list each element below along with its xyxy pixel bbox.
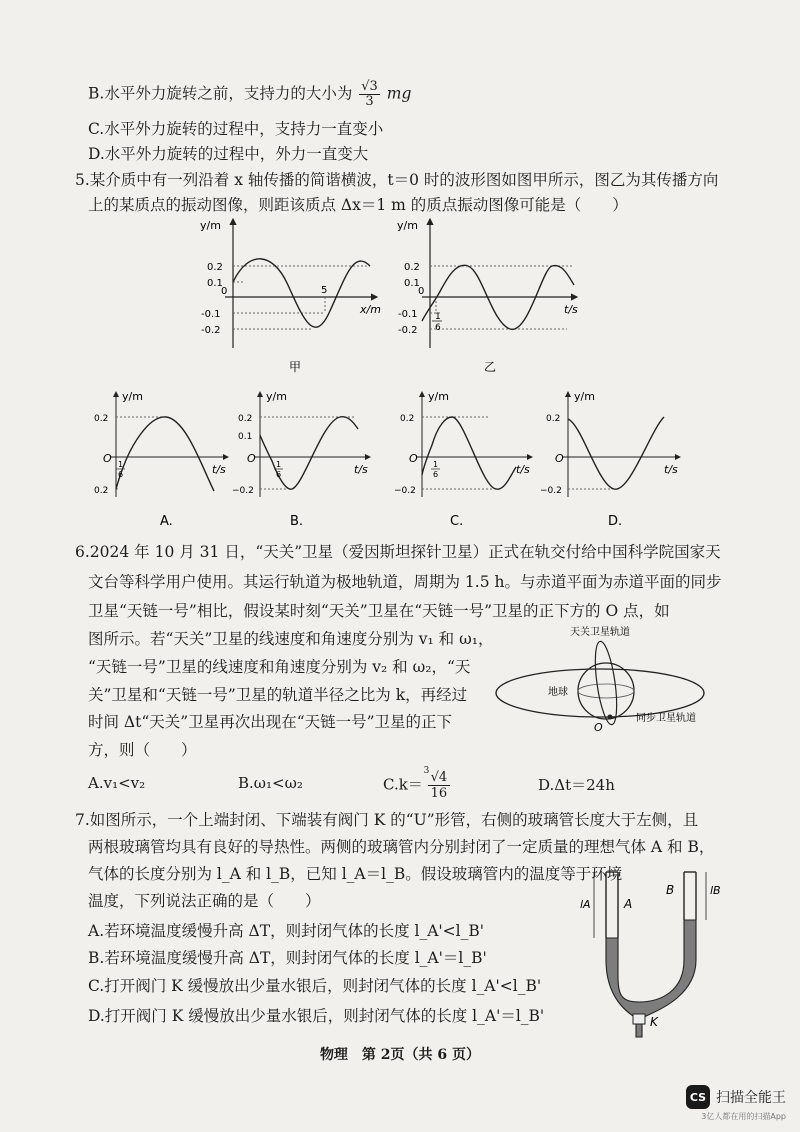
x-axis-label: t/s (516, 463, 530, 476)
origin-label: 0 (221, 286, 228, 297)
la-label: lA (580, 898, 591, 911)
tick-top: 0.2 (238, 414, 253, 424)
q7-option-d: D.打开阀门 K 缓慢放出少量水银后，则封闭气体的长度 l_A'＝l_B' (88, 1007, 545, 1025)
q5-option-b-graph (230, 387, 380, 532)
vibration-graph-yi (392, 213, 587, 378)
tick-m01: -0.1 (201, 309, 221, 320)
origin-label: O (409, 452, 418, 465)
tick-m01: -0.1 (398, 309, 418, 320)
origin-label: O (103, 452, 112, 465)
geo-orbit (496, 669, 704, 717)
tick-top: 0.2 (400, 414, 415, 424)
tick-top: 0.2 (94, 414, 109, 424)
option-label: A. (160, 514, 173, 529)
q4-option-b-text: B.水平外力旋转之前，支持力的大小为 (88, 84, 353, 103)
gas-b-label: B (666, 883, 675, 897)
tick-bottom: −0.2 (394, 486, 416, 496)
tick-bottom: 0.2 (94, 486, 109, 496)
q6-option-b: B.ω₁<ω₂ (238, 774, 303, 792)
x-axis-label: t/s (564, 303, 578, 316)
q5-stem-line1: 5.某介质中有一列沿着 x 轴传播的简谐横波，t＝0 时的波形图如图甲所示，图乙为其传播方向 (75, 171, 719, 189)
q7-stem-line2: 两根玻璃管均具有良好的导热性。两侧的玻璃管内分别封闭了一定质量的理想气体 A 和 B， (88, 838, 715, 856)
q5-option-d-graph (540, 387, 690, 532)
origin-label: O (555, 452, 564, 465)
lb-label: lB (710, 884, 721, 897)
scanner-watermark (686, 1085, 786, 1121)
tick-01: 0.1 (207, 278, 223, 289)
q6-option-a: A.v₁<v₂ (88, 774, 146, 792)
tick-top: 0.2 (546, 414, 561, 424)
x-axis-label: t/s (212, 463, 226, 476)
valve-k (633, 1014, 645, 1024)
q6-option-c-fraction (423, 766, 451, 801)
q6-stem-line4: 图所示。若“天关”卫星的线速度和角速度分别为 v₁ 和 ω₁， (88, 630, 494, 648)
point-o (608, 715, 613, 720)
q6-stem-line1: 6.2024 年 10 月 31 日，“天关”卫星（爱因斯坦探针卫星）正式在轨交付给中国科学院国家天 (75, 543, 721, 561)
tick-m02: -0.2 (398, 325, 418, 336)
frac-num: 1 (433, 460, 439, 469)
q4-option-b (88, 80, 411, 109)
tick-bottom: −0.2 (232, 486, 254, 496)
q5-stem-line2: 上的某质点的振动图像，则距该质点 Δx＝1 m 的质点振动图像可能是（ ） (88, 196, 628, 214)
q6-option-c (383, 766, 450, 801)
graph-caption: 甲 (289, 360, 302, 374)
geo-orbit-label: 同步卫星轨道 (636, 713, 696, 724)
q5-option-c-graph (392, 387, 542, 532)
tick-02: 0.2 (207, 262, 223, 273)
fraction-denominator: 16 (430, 786, 448, 801)
frac-den: 6 (435, 323, 441, 333)
polar-orbit (591, 640, 621, 726)
option-curve (116, 417, 214, 491)
camscanner-logo-icon: CS (686, 1085, 710, 1109)
wave-curve (233, 259, 370, 327)
q6-option-d: D.Δt＝24h (538, 776, 615, 794)
q7-stem-line1: 7.如图所示，一个上端封闭、下端装有阀门 K 的“U”形管，右侧的玻璃管长度大于左侧，且 (75, 811, 699, 829)
option-label: D. (608, 514, 623, 529)
origin-label: O (247, 452, 256, 465)
wave-graph-jia (195, 213, 390, 378)
gas-a-label: A (624, 897, 633, 911)
fraction-numerator: √3 (361, 79, 378, 94)
q7-option-a: A.若环境温度缓慢升高 ΔT，则封闭气体的长度 l_A'<l_B' (88, 922, 485, 940)
option-label: C. (450, 514, 464, 529)
tick-02: 0.2 (404, 262, 420, 273)
q6-stem-line2: 文台等科学用户使用。其运行轨道为极地轨道，周期为 1.5 h。与赤道平面为赤道平面的同步 (88, 573, 722, 591)
tick-01: 0.1 (404, 278, 420, 289)
earth (578, 663, 634, 719)
tick-m02: -0.2 (201, 325, 221, 336)
q6-option-c-prefix: C.k＝ (383, 775, 423, 794)
q4-option-c: C.水平外力旋转的过程中，支持力一直变小 (88, 120, 384, 138)
q5-option-a-graph (90, 387, 240, 532)
tick-bottom: −0.2 (540, 486, 562, 496)
option-curve (260, 417, 358, 490)
frac-den: 6 (433, 470, 439, 479)
brand-tagline: 3亿人都在用的扫描App (701, 1112, 786, 1121)
option-label: B. (290, 514, 304, 529)
x-axis-label: t/s (664, 463, 678, 476)
tick-mid: 0.1 (238, 432, 253, 442)
frac-num: 1 (276, 460, 282, 469)
q6-stem-line8: 方，则（ ） (88, 741, 197, 759)
option-curve (568, 417, 664, 489)
earth-equator (578, 684, 634, 698)
q6-stem-line7: 时间 Δt“天关”卫星再次出现在“天链一号”卫星的正下 (88, 713, 453, 731)
tick-5: 5 (321, 285, 328, 296)
q4-option-d: D.水平外力旋转的过程中，外力一直变大 (88, 145, 369, 163)
y-axis-label: y/m (122, 390, 143, 403)
q7-stem-line3: 气体的长度分别为 l_A 和 l_B，已知 l_A＝l_B。假设玻璃管内的温度等于环境 (88, 865, 623, 883)
q4-option-b-unit: mg (386, 84, 412, 103)
polar-orbit-label: 天关卫星轨道 (570, 627, 630, 638)
brand-name: 扫描全能王 (716, 1090, 786, 1106)
x-axis-label: x/m (360, 303, 381, 316)
q7-option-b: B.若环境温度缓慢升高 ΔT，则封闭气体的长度 l_A'＝l_B' (88, 949, 487, 967)
page-footer: 物理 第 2页（共 6 页） (319, 1047, 481, 1063)
graph-caption: 乙 (484, 360, 497, 374)
x-axis-label: t/s (354, 463, 368, 476)
q6-stem-line3: 卫星“天链一号”相比，假设某时刻“天关”卫星在“天链一号”卫星的正下方的 O 点，如 (88, 602, 670, 620)
q7-option-c: C.打开阀门 K 缓慢放出少量水银后，则封闭气体的长度 l_A'<l_B' (88, 977, 542, 995)
y-axis-label: y/m (574, 390, 595, 403)
y-axis-label: y/m (397, 219, 418, 232)
frac-num: 1 (118, 460, 124, 469)
y-axis-label: y/m (428, 390, 449, 403)
orbit-diagram (488, 623, 728, 748)
u-tube-diagram (570, 862, 730, 1044)
earth-label: 地球 (548, 687, 568, 698)
y-axis-label: y/m (200, 219, 221, 232)
frac-den: 6 (276, 470, 282, 479)
fraction-denominator: 3 (365, 94, 374, 109)
frac-num: 1 (435, 312, 441, 322)
root-index: 3 (423, 766, 430, 776)
frac-den: 6 (118, 470, 124, 479)
origin-label: 0 (418, 286, 425, 297)
q6-stem-line6: 关”卫星和“天链一号”卫星的轨道半径之比为 k，再经过 (88, 686, 468, 704)
q4-fraction (359, 80, 380, 109)
fraction-numerator: √4 (428, 770, 451, 786)
point-o-label: O (594, 721, 603, 734)
valve-k-label: K (650, 1015, 658, 1029)
y-axis-label: y/m (266, 390, 287, 403)
q6-stem-line5: “天链一号”卫星的线速度和角速度分别为 v₂ 和 ω₂，“天 (88, 658, 471, 676)
q7-stem-line4: 温度，下列说法正确的是（ ） (88, 892, 321, 910)
